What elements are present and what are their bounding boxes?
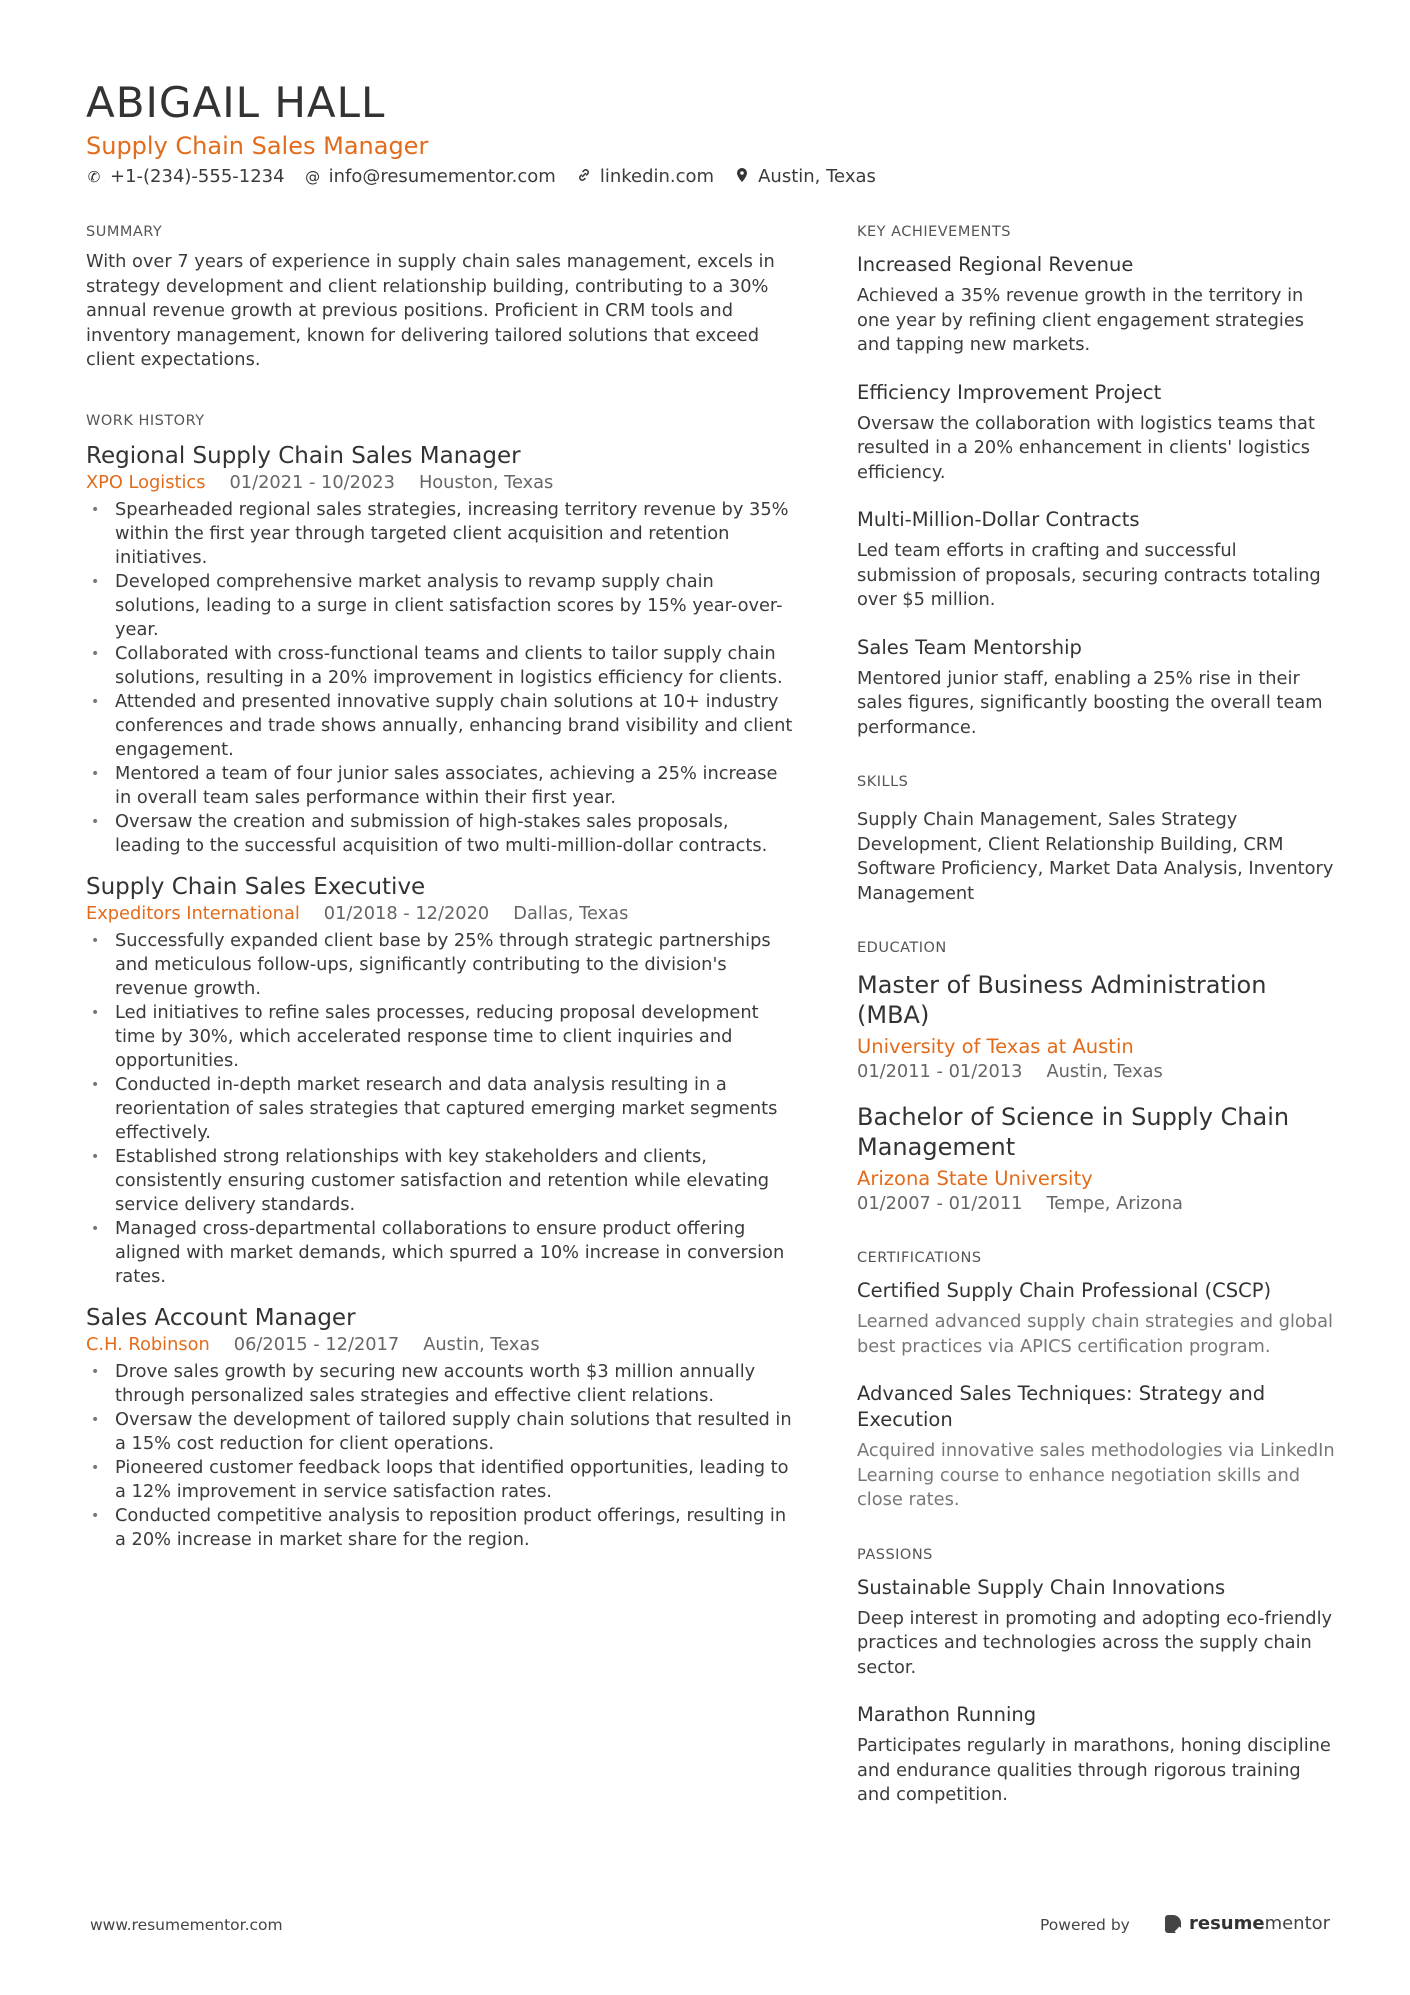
location-pin-icon <box>734 167 750 187</box>
certification-text: Acquired innovative sales methodologies via LinkedIn Learning course to enhance negotiation skills and close rates. <box>857 1440 1335 1510</box>
achievement-item <box>857 635 1335 741</box>
job-bullet: • Oversaw the development of tailored supply chain solutions that resulted in a 15% cost reduction for client operations. <box>91 1408 792 1454</box>
achievement-item <box>857 252 1335 358</box>
bullet-icon: • <box>91 693 100 710</box>
job-company: C.H. Robinson <box>86 1333 210 1355</box>
link-icon <box>576 167 592 187</box>
education-location: Austin, Texas <box>1046 1061 1163 1082</box>
job-bullet: • Oversaw the creation and submission of high-stakes sales proposals, leading to the successful acquisition of two multi-million-dollar contracts. <box>91 810 768 856</box>
achievement-item <box>857 380 1335 486</box>
bullet-icon: • <box>91 813 100 830</box>
job-bullet: • Successfully expanded client base by 25% through strategic partnerships and meticulous follow-ups, significantly contributing to the division's revenue growth. <box>91 929 771 999</box>
job-meta <box>86 471 796 495</box>
job-title: Supply Chain Sales Executive <box>86 873 426 900</box>
candidate-name: ABIGAIL HALL <box>86 78 386 127</box>
job-bullet: • Led initiatives to refine sales processes, reducing proposal development time by 30%, which accelerated response time to client inquiries and opportunities. <box>91 1001 759 1071</box>
achievement-text: Mentored junior staff, enabling a 25% rise in their sales figures, significantly boosting the overall team performance. <box>857 667 1323 738</box>
achievement-text: Led team efforts in crafting and successful submission of proposals, securing contracts totaling over $5 million. <box>857 540 1321 610</box>
right-column <box>857 222 1335 1808</box>
job-location: Dallas, Texas <box>513 902 629 924</box>
bullet-icon: • <box>91 645 100 662</box>
bullet-icon: • <box>91 1220 100 1237</box>
bullet-icon: • <box>91 1148 100 1165</box>
passions-section <box>857 1545 1335 1808</box>
passion-item <box>857 1702 1335 1808</box>
page-footer <box>90 1913 1331 1946</box>
achievement-title: Sales Team Mentorship <box>857 635 1082 659</box>
candidate-title: Supply Chain Sales Manager <box>86 132 429 160</box>
education-label: EDUCATION <box>857 940 947 956</box>
work-history-section <box>86 411 796 1552</box>
passion-item <box>857 1575 1335 1681</box>
passion-text: Participates regularly in marathons, honing discipline and endurance qualities through rigorous training and competition. <box>857 1735 1331 1805</box>
education-location: Tempe, Arizona <box>1046 1193 1183 1214</box>
bullet-icon: • <box>91 1411 100 1428</box>
education-section <box>857 938 1335 1216</box>
achievement-title: Efficiency Improvement Project <box>857 380 1162 404</box>
certification-item <box>857 1278 1335 1359</box>
job-dates: 01/2021 - 10/2023 <box>229 471 395 493</box>
education-dates: 01/2011 - 01/2013 <box>857 1061 1023 1082</box>
bullet-icon: • <box>91 1459 100 1476</box>
phone-icon: ✆ <box>87 167 101 186</box>
linkedin-text[interactable]: linkedin.com <box>599 166 715 187</box>
job-meta <box>86 1333 796 1357</box>
skills-label: SKILLS <box>857 774 909 790</box>
job-location: Houston, Texas <box>418 471 554 493</box>
bullet-icon: • <box>91 932 100 949</box>
job-meta <box>86 902 796 926</box>
job-title: Regional Supply Chain Sales Manager <box>86 442 521 469</box>
brand-logo[interactable] <box>1165 1913 1330 1934</box>
passions-label: PASSIONS <box>857 1546 933 1563</box>
skills-text: Supply Chain Management, Sales Strategy Development, Client Relationship Building, CRM Software Proficiency, Market Data Analysis, Inventory Management <box>857 809 1334 904</box>
powered-by-text: Powered by <box>1040 1916 1130 1934</box>
education-meta <box>857 1192 1335 1216</box>
job-bullet: • Established strong relationships with key stakeholders and clients, consistently ensuring customer satisfaction and retention while elevating service delivery standards. <box>91 1145 770 1215</box>
job-bullet: • Developed comprehensive market analysis to revamp supply chain solutions, leading to a surge in client satisfaction scores by 15% year-over-year. <box>91 570 783 640</box>
degree-title: Bachelor of Science in Supply Chain Management <box>857 1103 1290 1161</box>
job-company: Expeditors International <box>86 902 300 924</box>
job-dates: 06/2015 - 12/2017 <box>233 1333 400 1355</box>
contact-linkedin[interactable] <box>576 166 714 187</box>
contact-bar <box>86 166 1326 187</box>
summary-text: With over 7 years of experience in supply chain sales management, excels in strategy development and client relationship building, contributing to a 30% annual revenue growth at previous positions. Proficient in CRM tools and inventory management, known for delivering tailored solutions that exceed client expectations. <box>86 251 775 370</box>
degree-title: Master of Business Administration (MBA) <box>857 971 1267 1029</box>
contact-location <box>734 166 876 187</box>
email-text[interactable]: info@resumementor.com <box>328 166 556 187</box>
achievement-title: Increased Regional Revenue <box>857 253 1134 276</box>
job-bullets <box>86 498 796 858</box>
bullet-icon: • <box>91 1507 100 1524</box>
job-bullet: • Attended and presented innovative supply chain solutions at 10+ industry conferences and trade shows annually, enhancing brand visibility and client engagement. <box>91 690 793 760</box>
brand-name-rest: mentor <box>1264 1913 1331 1934</box>
job-bullets <box>86 1360 796 1552</box>
job-bullet: • Mentored a team of four junior sales associates, achieving a 25% increase in overall team sales performance within their first year. <box>91 762 778 808</box>
achievement-title: Multi-Million-Dollar Contracts <box>857 508 1140 531</box>
summary-section <box>86 222 796 373</box>
achievements-section <box>857 222 1335 740</box>
school-name: Arizona State University <box>857 1167 1093 1190</box>
passion-title: Sustainable Supply Chain Innovations <box>857 1575 1226 1599</box>
job-bullet: • Collaborated with cross-functional teams and clients to tailor supply chain solutions, resulting in a 20% improvement in logistics efficiency for clients. <box>91 642 783 688</box>
job-entry <box>86 1303 796 1552</box>
job-bullet: • Drove sales growth by securing new accounts worth $3 million annually through personalized sales strategies and effective client relations. <box>91 1360 756 1406</box>
certifications-section <box>857 1248 1335 1513</box>
passion-title: Marathon Running <box>857 1703 1037 1726</box>
education-item <box>857 970 1335 1084</box>
achievement-text: Achieved a 35% revenue growth in the territory in one year by refining client engagement strategies and tapping new markets. <box>857 285 1305 355</box>
education-item <box>857 1102 1335 1216</box>
job-bullets <box>86 929 796 1289</box>
bullet-icon: • <box>91 501 100 518</box>
summary-label: SUMMARY <box>86 224 163 240</box>
at-icon: @ <box>305 167 321 186</box>
achievement-text: Oversaw the collaboration with logistics teams that resulted in a 20% enhancement in clients' logistics efficiency. <box>857 412 1315 483</box>
footer-website-link[interactable]: www.resumementor.com <box>90 1916 283 1934</box>
passion-text: Deep interest in promoting and adopting eco-friendly practices and technologies across the supply chain sector. <box>857 1607 1333 1678</box>
job-bullet: • Spearheaded regional sales strategies, increasing territory revenue by 35% within the first year through targeted client acquisition and retention initiatives. <box>91 498 789 568</box>
certification-title: Advanced Sales Techniques: Strategy and Execution <box>857 1382 1266 1431</box>
job-title: Sales Account Manager <box>86 1304 356 1331</box>
bullet-icon: • <box>91 1363 100 1380</box>
job-location: Austin, Texas <box>423 1333 540 1355</box>
contact-phone <box>86 166 285 187</box>
school-name: University of Texas at Austin <box>857 1035 1134 1058</box>
job-bullet: • Managed cross-departmental collaborations to ensure product offering aligned with market demands, which spurred a 10% increase in conversion rates. <box>91 1217 785 1287</box>
job-bullet: • Pioneered customer feedback loops that identified opportunities, leading to a 12% improvement in service satisfaction rates. <box>91 1456 789 1502</box>
job-bullet: • Conducted competitive analysis to reposition product offerings, resulting in a 20% increase in market share for the region. <box>91 1504 787 1550</box>
certification-text: Learned advanced supply chain strategies and global best practices via APICS certification program. <box>857 1311 1333 1357</box>
education-dates: 01/2007 - 01/2011 <box>857 1193 1023 1214</box>
bullet-icon: • <box>91 573 100 590</box>
phone-text: +1-(234)-555-1234 <box>110 166 285 187</box>
achievements-label: KEY ACHIEVEMENTS <box>857 224 1011 240</box>
bullet-icon: • <box>91 765 100 782</box>
job-company: XPO Logistics <box>86 471 206 493</box>
certification-item <box>857 1381 1335 1513</box>
resumementor-logo-icon <box>1165 1915 1181 1933</box>
location-text: Austin, Texas <box>758 166 876 187</box>
contact-email[interactable] <box>305 166 556 187</box>
job-dates: 01/2018 - 12/2020 <box>323 902 490 924</box>
job-entry <box>86 441 796 858</box>
skills-section <box>857 772 1335 906</box>
work-history-label: WORK HISTORY <box>86 412 205 429</box>
achievement-item <box>857 507 1335 613</box>
bullet-icon: • <box>91 1004 100 1021</box>
certification-title: Certified Supply Chain Professional (CSCP) <box>857 1279 1272 1302</box>
resume-header <box>86 78 1326 187</box>
left-column <box>86 222 796 1566</box>
bullet-icon: • <box>91 1076 100 1093</box>
education-meta <box>857 1060 1335 1084</box>
job-bullet: • Conducted in-depth market research and data analysis resulting in a reorientation of sales strategies that captured emerging market segments effectively. <box>91 1073 778 1143</box>
job-entry <box>86 872 796 1289</box>
brand-name-bold: resume <box>1189 1913 1265 1934</box>
certifications-label: CERTIFICATIONS <box>857 1250 982 1266</box>
